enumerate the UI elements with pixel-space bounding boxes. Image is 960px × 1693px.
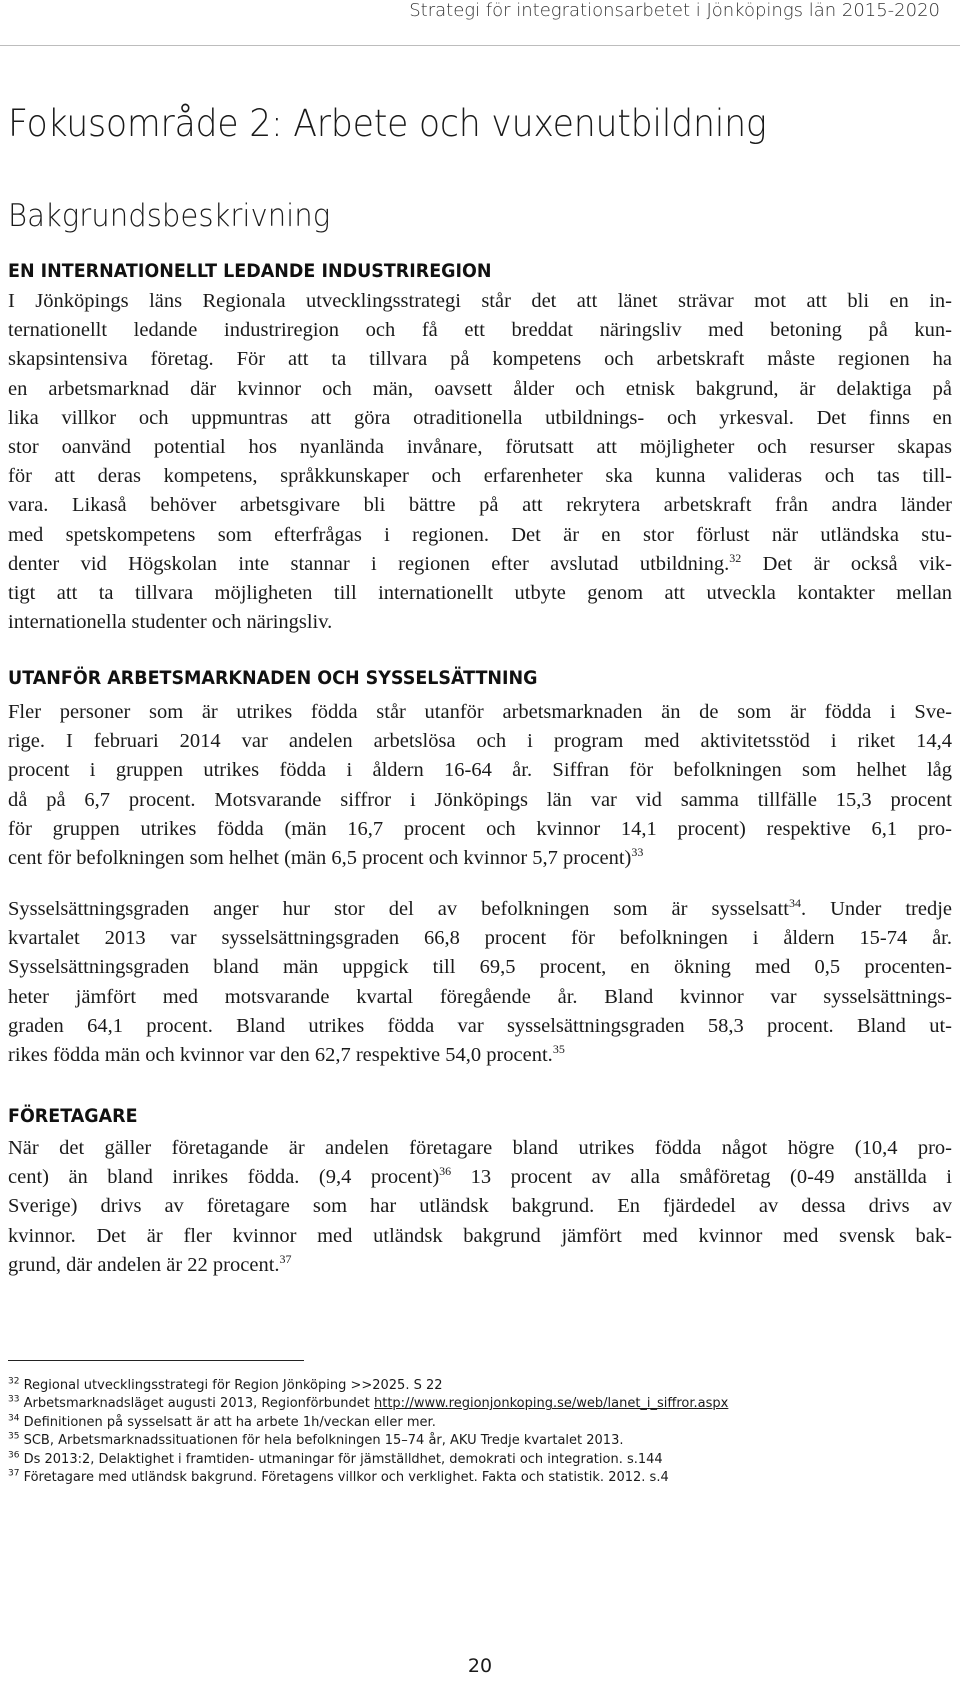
footnote-ref: 35 <box>552 1042 565 1057</box>
text-segment: denter vid Högskolan inte stannar i regionen efter avslutad utbildning. <box>8 552 730 575</box>
footnote <box>8 1469 952 1487</box>
text-line: I Jönköpings läns Regionala utvecklingsstrategi står det att länet strävar mot att bli en in- <box>8 290 952 312</box>
text-line: Sysselsättningsgraden bland män uppgick till 69,5 procent, en ökning med 0,5 procenten- <box>8 956 952 979</box>
text-line <box>8 1163 952 1192</box>
footnote-number: 36 <box>8 1450 20 1461</box>
footnote-text: Ds 2013:2, Delaktighet i framtiden- utmaningar för jämställdhet, demokrati och integration. s.144 <box>23 1451 663 1467</box>
footnote-ref: 34 <box>788 896 801 911</box>
text-line: kvartalet 2013 var sysselsättningsgraden 66,8 procent för befolkningen i åldern 15-74 år. <box>8 927 952 950</box>
text-line: vara. Likaså behöver arbetsgivare bli bättre på att rekrytera arbetskraft från andra länder <box>8 494 952 517</box>
text-segment: cent) än bland inrikes födda. (9,4 procent) <box>8 1166 440 1189</box>
footnote <box>8 1451 952 1469</box>
text-line: tigt att ta tillvara möjligheten till internationellt utbyte genom att utveckla kontakter mellan <box>8 581 952 604</box>
section-heading-utanfor: UTANFÖR ARBETSMARKNADEN OCH SYSSELSÄTTNING <box>8 667 538 689</box>
text-line: heter jämfört med motsvarande kvartal föregående år. Bland kvinnor var sysselsättnings- <box>8 985 952 1008</box>
text-line <box>8 1041 952 1070</box>
footnote-number: 34 <box>8 1413 20 1424</box>
header-rule <box>0 45 960 46</box>
text-line <box>8 844 952 873</box>
footnote-number: 32 <box>8 1376 20 1387</box>
text-line <box>8 550 952 579</box>
footnote-ref: 36 <box>439 1164 452 1179</box>
text-segment: cent för befolkningen som helhet (män 6,5 procent och kvinnor 5,7 procent) <box>8 846 632 869</box>
paragraph-foretagare <box>8 1134 952 1280</box>
footnote-number: 37 <box>8 1468 20 1479</box>
footnote-link[interactable]: http://www.regionjonkoping.se/web/lanet_i_siffror.aspx <box>374 1396 729 1412</box>
footnote-separator <box>8 1360 304 1361</box>
text-line: När det gäller företagande är andelen företagare bland utrikes födda något högre (10,4 pro- <box>8 1137 952 1159</box>
text-line: Fler personer som är utrikes födda står utanför arbetsmarknaden än de som är födda i Sve- <box>8 701 952 723</box>
footnote-text: Definitionen på sysselsatt är att ha arbete 1h/veckan eller mer. <box>23 1414 436 1430</box>
text-segment: . Under tredje <box>800 898 952 920</box>
footnote-ref: 32 <box>729 550 742 565</box>
text-line: kvinnor. Det är fler kvinnor med utländsk bakgrund jämfört med kvinnor med svensk bak- <box>8 1224 952 1247</box>
text-line: graden 64,1 procent. Bland utrikes födda var sysselsättningsgraden 58,3 procent. Bland ut- <box>8 1014 952 1037</box>
text-line: stor oanvänd potential hos nyanlända invånare, förutsatt att möjligheter och resurser skapas <box>8 435 952 458</box>
text-line: internationella studenter och näringsliv. <box>8 611 333 634</box>
footnote-text: SCB, Arbetsmarknadssituationen för hela befolkningen 15–74 år, AKU Tredje kvartalet 2013. <box>23 1433 624 1449</box>
paragraph-utanfor-1 <box>8 698 952 873</box>
text-segment: Sysselsättningsgraden anger hur stor del av befolkningen som är sysselsatt <box>8 898 789 920</box>
footnote-text: Företagare med utländsk bakgrund. Företagens villkor och verklighet. Fakta och statistik. 2012. s.4 <box>23 1470 669 1486</box>
text-line: rige. I februari 2014 var andelen arbetslösa och i program med aktivitetsstöd i riket 14,4 <box>8 730 952 753</box>
running-header: Strategi för integrationsarbetet i Jönköpings län 2015-2020 <box>409 0 940 21</box>
footnote <box>8 1414 952 1432</box>
text-line: en arbetsmarknad där kvinnor och män, oavsett ålder och etnisk bakgrund, är delaktiga på <box>8 377 952 400</box>
section-heading-industriregion: EN INTERNATIONELLT LEDANDE INDUSTRIREGION <box>8 260 492 282</box>
text-line: ternationellt ledande industriregion och få ett breddat näringsliv med betoning på kun- <box>8 319 952 342</box>
text-line: procent i gruppen utrikes födda i åldern 16-64 år. Siffran för befolkningen som helhet låg <box>8 759 952 782</box>
text-line: skapsintensiva företag. För att ta tillvara på kompetens och arbetskraft måste regionen ha <box>8 348 952 371</box>
footnote-text: Arbetsmarknadsläget augusti 2013, Regionförbundet <box>23 1396 374 1412</box>
paragraph-industriregion <box>8 287 952 637</box>
page-title: Fokusområde 2: Arbete och vuxenutbildning <box>8 102 767 145</box>
footnote-text: Regional utvecklingsstrategi för Region Jönköping >>2025. S 22 <box>23 1378 443 1393</box>
text-segment: rikes födda män och kvinnor var den 62,7 respektive 54,0 procent. <box>8 1043 553 1066</box>
footnotes <box>8 1377 952 1487</box>
section-heading-foretagare: FÖRETAGARE <box>8 1105 138 1127</box>
footnote <box>8 1432 952 1450</box>
text-line: lika villkor och uppmuntras att göra otraditionella utbildnings- och yrkesval. Det finns en <box>8 406 952 429</box>
text-line: för gruppen utrikes födda (män 16,7 procent och kvinnor 14,1 procent) respektive 6,1 pro- <box>8 817 952 840</box>
footnote-number: 35 <box>8 1431 20 1442</box>
footnote <box>8 1395 952 1413</box>
footnote <box>8 1377 952 1395</box>
text-line <box>8 895 952 924</box>
text-segment: Det är också vik- <box>741 552 952 575</box>
text-line: Sverige) drivs av företagare som har utländsk bakgrund. En fjärdedel av dessa drivs av <box>8 1195 952 1218</box>
page-subtitle: Bakgrundsbeskrivning <box>8 198 331 234</box>
footnote-ref: 33 <box>631 845 644 860</box>
page-number: 20 <box>467 1655 493 1677</box>
text-line: för att deras kompetens, språkkunskaper och erfarenheter ska kunna valideras och tas till- <box>8 465 952 488</box>
text-segment: grund, där andelen är 22 procent. <box>8 1253 280 1276</box>
text-segment: 13 procent av alla småföretag (0-49 anställda i <box>451 1166 952 1189</box>
text-line: då på 6,7 procent. Motsvarande siffror i Jönköpings län var vid samma tillfälle 15,3 procent <box>8 788 952 811</box>
text-line: med spetskompetens som efterfrågas i regionen. Det är en stor förlust när utländska stu- <box>8 523 952 546</box>
footnote-number: 33 <box>8 1395 20 1406</box>
text-line <box>8 1251 952 1280</box>
paragraph-utanfor-2 <box>8 895 952 1070</box>
footnote-ref: 37 <box>279 1251 292 1266</box>
